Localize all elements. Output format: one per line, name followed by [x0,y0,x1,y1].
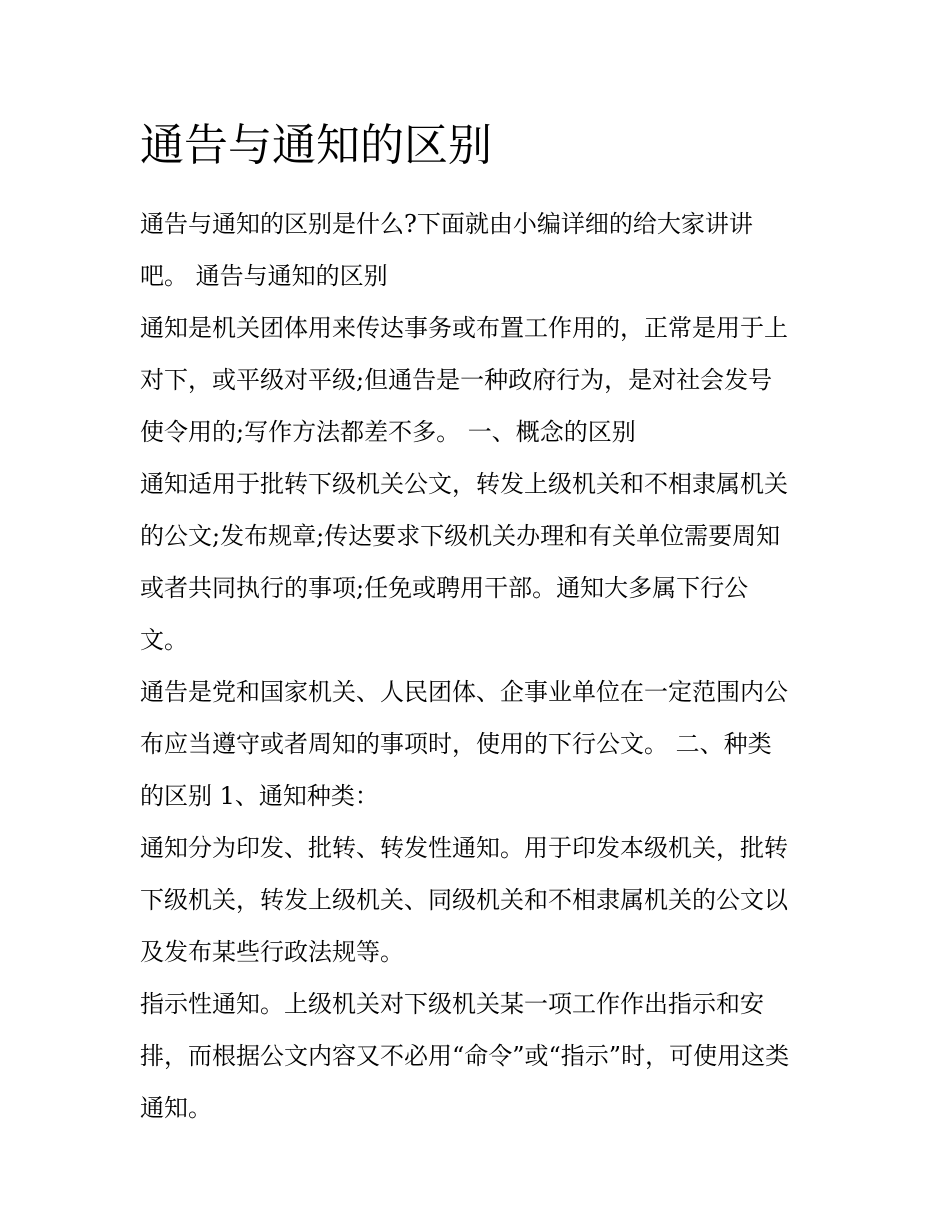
text-line: 通知是机关团体用来传达事务或布置工作用的，正常是用于上 [140,314,788,342]
paragraph-notice-definition [140,458,820,666]
text-line: 通知。 [140,1094,212,1122]
text-line: 布应当遵守或者周知的事项时，使用的下行公文。 二、种类 [140,730,772,758]
document-body [140,198,820,1134]
paragraph-overview [140,302,820,458]
paragraph-intro [140,198,820,302]
text-line: 对下，或平级对平级;但通告是一种政府行为，是对社会发号 [140,366,773,394]
text-line: 使令用的;写作方法都差不多。 一、概念的区别 [140,418,636,446]
paragraph-directive-notice [140,978,820,1134]
text-line: 通告是党和国家机关、人民团体、企事业单位在一定范围内公 [140,678,788,706]
text-line: 文。 [140,626,188,654]
text-line: 指示性通知。上级机关对下级机关某一项工作作出指示和安 [140,990,764,1018]
paragraph-notice-types [140,822,820,978]
document-title: 通告与通知的区别 [140,120,492,171]
text-line: 下级机关，转发上级机关、同级机关和不相隶属机关的公文以 [140,886,788,914]
text-line: 的区别 1、通知种类： [140,782,379,810]
text-line: 通知适用于批转下级机关公文，转发上级机关和不相隶属机关 [140,470,788,498]
text-line: 吧。 通告与通知的区别 [140,262,388,290]
text-line: 排，而根据公文内容又不必用“命令”或“指示”时，可使用这类 [140,1042,790,1070]
paragraph-announcement-definition [140,666,820,822]
text-line: 通知分为印发、批转、转发性通知。用于印发本级机关，批转 [140,834,788,862]
text-line: 通告与通知的区别是什么?下面就由小编详细的给大家讲讲 [140,210,753,238]
text-line: 的公文;发布规章;传达要求下级机关办理和有关单位需要周知 [140,522,781,550]
text-line: 及发布某些行政法规等。 [140,938,404,966]
text-line: 或者共同执行的事项;任免或聘用干部。通知大多属下行公 [140,574,749,602]
